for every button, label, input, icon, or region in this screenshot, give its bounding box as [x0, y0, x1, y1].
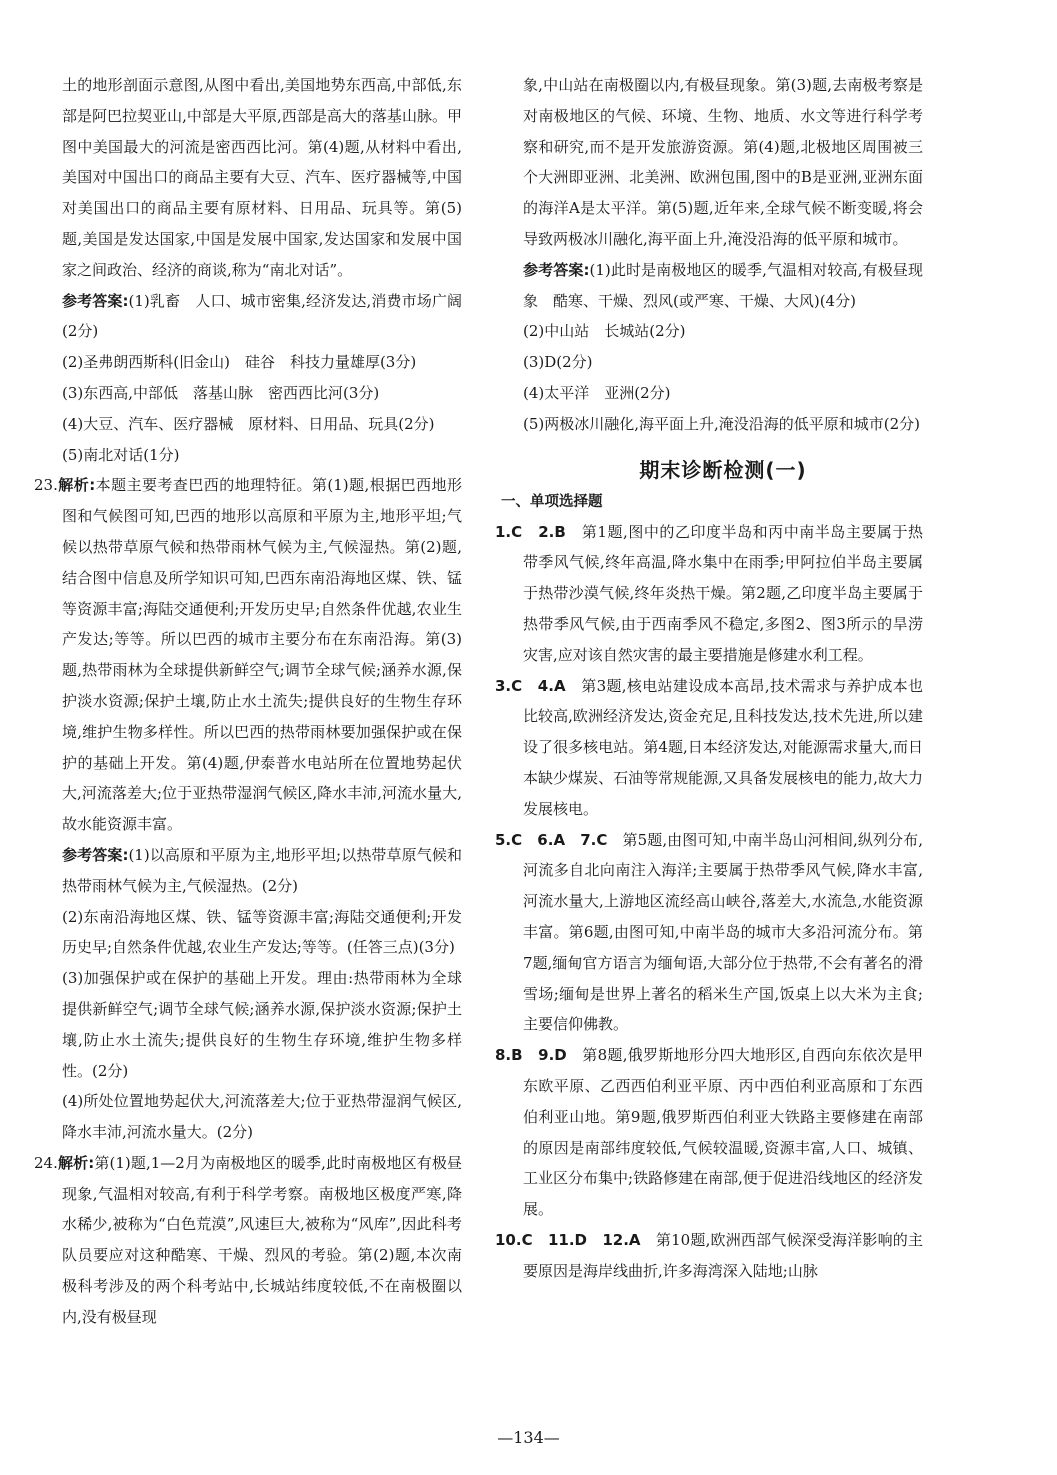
- q23-answer-4: (4)所处位置地势起伏大,河流落差大;位于亚热带湿润气候区,降水丰沛,河流水量大。(2分): [62, 1092, 462, 1142]
- subsection-title: 一、单项选择题: [501, 493, 603, 510]
- answer-text: (1)乳畜 人口、城市密集,经济发达,消费市场广阔(2分): [62, 291, 462, 341]
- left-column: [34, 70, 463, 1333]
- page-number: —134—: [497, 1428, 560, 1447]
- q23-answer-3: (3)加强保护或在保护的基础上开发。理由:热带雨林为全球提供新鲜空气;调节全球气候;涵养水源,保护淡水资源;保护土壤,防止水土流失;提供良好的生物生存环境,维护生物多样性。(2分): [62, 969, 462, 1080]
- analysis-text: 第(1)题,1—2月为南极地区的暖季,此时南极地区有极昼现象,气温相对较高,有利于科学考察。南极地区极度严寒,降水稀少,被称为“白色荒漠”,风速巨大,被称为“风库”,因此科考队员要应对这种酷寒、干燥、烈风的考验。第(2)题,本次南极科考涉及的两个科考站中,长城站纬度较低,不在南极圈以内,没有极昼现: [62, 1153, 463, 1326]
- q24-answer-4: (4)太平洋 亚洲(2分): [523, 383, 671, 402]
- analysis-label: 解析:: [57, 1153, 95, 1172]
- q23-analysis: [34, 470, 463, 840]
- q22-answer-1: [62, 286, 462, 348]
- answer-label: 参考答案:: [62, 291, 129, 310]
- right-column: [495, 70, 923, 1286]
- section-title: 期末诊断检测(一): [639, 457, 807, 482]
- q24-answer-1: [523, 255, 923, 317]
- answer-text: (1)此时是南极地区的暖季,气温相对较高,有极昼现象 酷寒、干燥、烈风(或严寒、干燥、大风)(4分): [523, 260, 923, 310]
- mc-explanation: 第5题,由图可知,中南半岛山河相间,纵列分布,河流多自北向南注入海洋;主要属于热带季风气候,降水丰富,河流水量大,上游地区流经高山峡谷,落差大,水流急,水能资源丰富。第6题,由图可知,中南半岛的城市大多沿河流分布。第7题,缅甸官方语言为缅甸语,大部分位于热带,不会有著名的滑雪场;缅甸是世界上著名的稻米生产国,饭桌上以大米为主食;主要信仰佛教。: [523, 830, 923, 1034]
- mc-explanation: 第10题,欧洲西部气候深受海洋影响的主要原因是海岸线曲折,许多海湾深入陆地;山脉: [523, 1230, 923, 1280]
- q24-answer-5: (5)两极冰川融化,海平面上升,淹没沿海的低平原和城市(2分): [523, 414, 921, 433]
- q24-answer-2: (2)中山站 长城站(2分): [523, 322, 686, 341]
- analysis-label: 解析:: [57, 476, 96, 495]
- question-number: 24.: [34, 1153, 58, 1172]
- mc-keys: 3.C 4.A: [495, 676, 566, 695]
- q22-answer-2: (2)圣弗朗西斯科(旧金山) 硅谷 科技力量雄厚(3分): [62, 353, 417, 372]
- analysis-text: 本题主要考查巴西的地理特征。第(1)题,根据巴西地形图和气候图可知,巴西的地形以高原和平原为主,地形平坦;气候以热带草原气候和热带雨林气候为主,气候湿热。第(2)题,结合图中信息及所学知识可知,巴西东南沿海地区煤、铁、锰等资源丰富;海陆交通便利;开发历史早;自然条件优越,农业生产发达;等等。所以巴西的城市主要分布在东南沿海。第(3)题,热带雨林为全球提供新鲜空气;调节全球气候;涵养水源,保护淡水资源;保护土壤,防止水土流失;提供良好的生物生存环境,维护生物多样性。所以巴西的热带雨林要加强保护或在保护的基础上开发。第(4)题,伊泰普水电站所在位置地势起伏大,河流落差大;位于亚热带湿润气候区,降水丰沛,河流水量大,故水能资源丰富。: [62, 476, 463, 834]
- q24-analysis: [34, 1148, 463, 1333]
- answer-label: 参考答案:: [62, 845, 129, 864]
- mc-keys: 8.B 9.D: [495, 1046, 567, 1065]
- mc-explanation: 第8题,俄罗斯地形分四大地形区,自西向东依次是甲东欧平原、乙西西伯利亚平原、丙中西伯利亚高原和丁东西伯利亚山地。第9题,俄罗斯西伯利亚大铁路主要修建在南部的原因是南部纬度较低,气候较温暖,资源丰富,人口、城镇、工业区分布集中;铁路修建在南部,便于促进沿线地区的经济发展。: [523, 1046, 923, 1219]
- mc-explanation: 第1题,图中的乙印度半岛和丙中南半岛主要属于热带季风气候,终年高温,降水集中在雨季;甲阿拉伯半岛主要属于热带沙漠气候,终年炎热干燥。第2题,乙印度半岛主要属于热带季风气候,由于西南季风不稳定,多图2、图3所示的旱涝灾害,应对该自然灾害的最主要措施是修建水利工程。: [523, 522, 923, 664]
- mc-keys: 5.C 6.A 7.C: [495, 830, 608, 849]
- q24-analysis-continued: 象,中山站在南极圈以内,有极昼现象。第(3)题,去南极考察是对南极地区的气候、环境、生物、地质、水文等进行科学考察和研究,而不是开发旅游资源。第(4)题,北极地区周围被三个大洲即亚洲、北美洲、欧洲包围,图中的B是亚洲,亚洲东面的海洋A是太平洋。第(5)题,近年来,全球气候不断变暖,将会导致两极冰川融化,海平面上升,淹没沿海的低平原和城市。: [523, 76, 923, 248]
- q22-answer-3: (3)东西高,中部低 落基山脉 密西西比河(3分): [62, 383, 380, 402]
- mc-answer-group-1: [495, 517, 923, 671]
- question-number: 23.: [34, 476, 58, 495]
- q23-answer-1: [62, 840, 462, 902]
- mc-keys: 10.C 11.D 12.A: [495, 1230, 641, 1249]
- q22-answer-4: (4)大豆、汽车、医疗器械 原材料、日用品、玩具(2分): [62, 414, 435, 433]
- answer-label: 参考答案:: [523, 260, 590, 279]
- mc-keys: 1.C 2.B: [495, 522, 566, 541]
- q24-answer-3: (3)D(2分): [523, 353, 593, 372]
- q22-analysis-continued: 土的地形剖面示意图,从图中看出,美国地势东西高,中部低,东部是阿巴拉契亚山,中部是大平原,西部是高大的落基山脉。甲图中美国最大的河流是密西西比河。第(4)题,从材料中看出,美国对中国出口的商品主要有大豆、汽车、医疗器械等,中国对美国出口的商品主要有原材料、日用品、玩具等。第(5)题,美国是发达国家,中国是发展中国家,发达国家和发展中国家之间政治、经济的商谈,称为“南北对话”。: [62, 76, 462, 279]
- mc-explanation: 第3题,核电站建设成本高昂,技术需求与养护成本也比较高,欧洲经济发达,资金充足,且科技发达,技术先进,所以建设了很多核电站。第4题,日本经济发达,对能源需求量大,而日本缺少煤炭、石油等常规能源,又具备发展核电的能力,故大力发展核电。: [523, 676, 923, 818]
- mc-answer-group-3: [495, 825, 923, 1041]
- mc-answer-group-2: [495, 671, 923, 825]
- mc-answer-group-4: [495, 1040, 923, 1225]
- q22-answer-5: (5)南北对话(1分): [62, 445, 180, 464]
- answer-text: (1)以高原和平原为主,地形平坦;以热带草原气候和热带雨林气候为主,气候湿热。(2分): [62, 845, 462, 895]
- mc-answer-group-5: [495, 1225, 923, 1287]
- q23-answer-2: (2)东南沿海地区煤、铁、锰等资源丰富;海陆交通便利;开发历史早;自然条件优越,农业生产发达;等等。(任答三点)(3分): [62, 907, 462, 957]
